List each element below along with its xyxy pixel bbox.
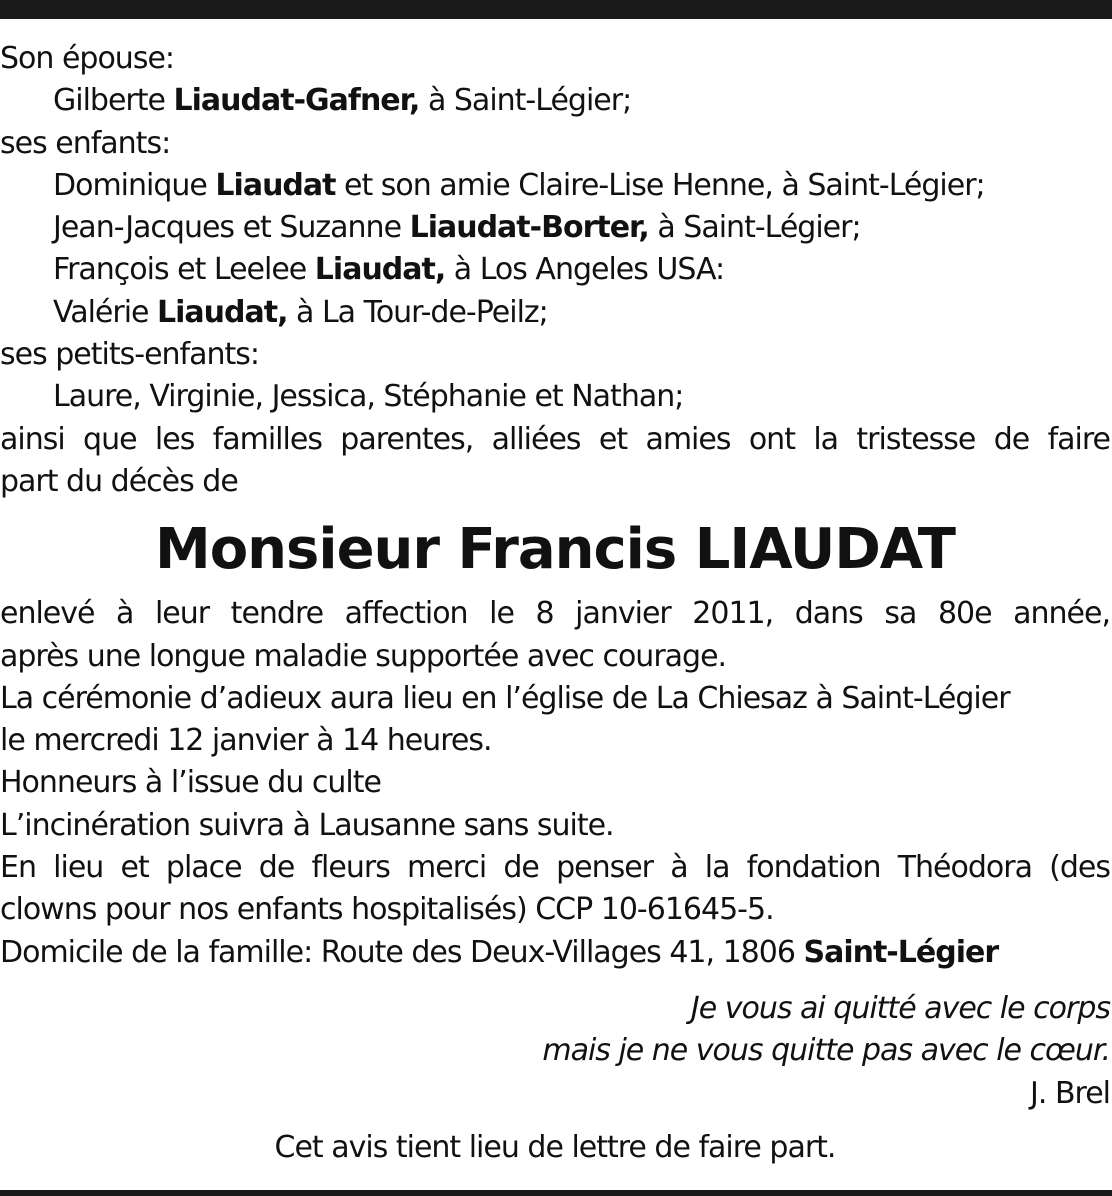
domicile-town: Saint-Légier — [803, 934, 999, 970]
child-last-name: Liaudat, — [157, 294, 288, 330]
domicile-address: Domicile de la famille: Route des Deux-Villages 41, 1806 — [0, 934, 804, 970]
child-entry — [0, 207, 1110, 249]
grandchildren-names: Laure, Virginie, Jessica, Stéphanie et Nathan; — [53, 379, 684, 415]
child-last-name: Liaudat, — [314, 252, 446, 288]
child-first-name: Jean-Jacques et Suzanne — [53, 210, 410, 246]
spouse-entry — [0, 80, 1110, 122]
closing-note: Cet avis tient lieu de lettre de faire part. — [274, 1129, 836, 1165]
relatives-line-end: part du décès de — [0, 463, 238, 499]
child-last-name: Liaudat-Borter, — [409, 210, 649, 246]
child-place: à Saint-Légier; — [648, 210, 861, 246]
ceremony-line: La cérémonie d’adieux aura lieu en l’église de La Chiesaz à Saint-Légier — [0, 680, 1010, 716]
spouse-first-name: Gilberte — [53, 83, 174, 119]
quote-block — [0, 988, 1110, 1115]
grandchildren-label: ses petits-enfants: — [0, 337, 259, 373]
spouse-label: Son épouse: — [0, 41, 175, 76]
quote-line: Je vous ai quitté avec le corps — [690, 990, 1110, 1026]
ceremony-date: le mercredi 12 janvier à 14 heures. — [0, 723, 492, 759]
child-entry — [0, 292, 1110, 334]
domicile-line — [0, 932, 1110, 974]
child-place: à Los Angeles USA: — [445, 252, 725, 288]
child-first-name: François et Leelee — [53, 252, 315, 288]
quote-author: J. Brel — [1030, 1075, 1110, 1111]
child-place: à La Tour-de-Peilz; — [287, 294, 548, 330]
death-line-end: après une longue maladie supportée avec courage. — [0, 638, 727, 674]
child-last-name: Liaudat — [215, 167, 336, 203]
honours-line: Honneurs à l’issue du culte — [0, 765, 381, 801]
flowers-line: En lieu et place de fleurs merci de penser à la fondation Théodora (des — [0, 850, 1110, 886]
child-first-name: Dominique — [53, 167, 216, 203]
bottom-border-rule — [0, 1190, 1112, 1196]
deceased-name: Monsieur Francis LIAUDAT — [154, 517, 955, 583]
quote-line: mais je ne vous quitte pas avec le cœur. — [542, 1033, 1110, 1069]
flowers-line-end: clowns pour nos enfants hospitalisés) CCP 10-61645-5. — [0, 892, 774, 928]
spouse-last-name: Liaudat-Gafner, — [173, 83, 420, 119]
spouse-place: à Saint-Légier; — [419, 83, 632, 119]
child-first-name: Valérie — [53, 294, 158, 330]
death-line: enlevé à leur tendre affection le 8 janvier 2011, dans sa 80e année, — [0, 596, 1110, 632]
obituary-notice — [0, 38, 1110, 1169]
cremation-line: L’incinération suivra à Lausanne sans suite. — [0, 807, 614, 843]
child-entry — [0, 249, 1110, 291]
child-place: et son amie Claire-Lise Henne, à Saint-Légier; — [335, 167, 985, 203]
top-border-rule — [0, 0, 1112, 19]
child-entry — [0, 165, 1110, 207]
relatives-line: ainsi que les familles parentes, alliées et amies ont la tristesse de faire — [0, 421, 1110, 457]
children-label: ses enfants: — [0, 125, 171, 161]
